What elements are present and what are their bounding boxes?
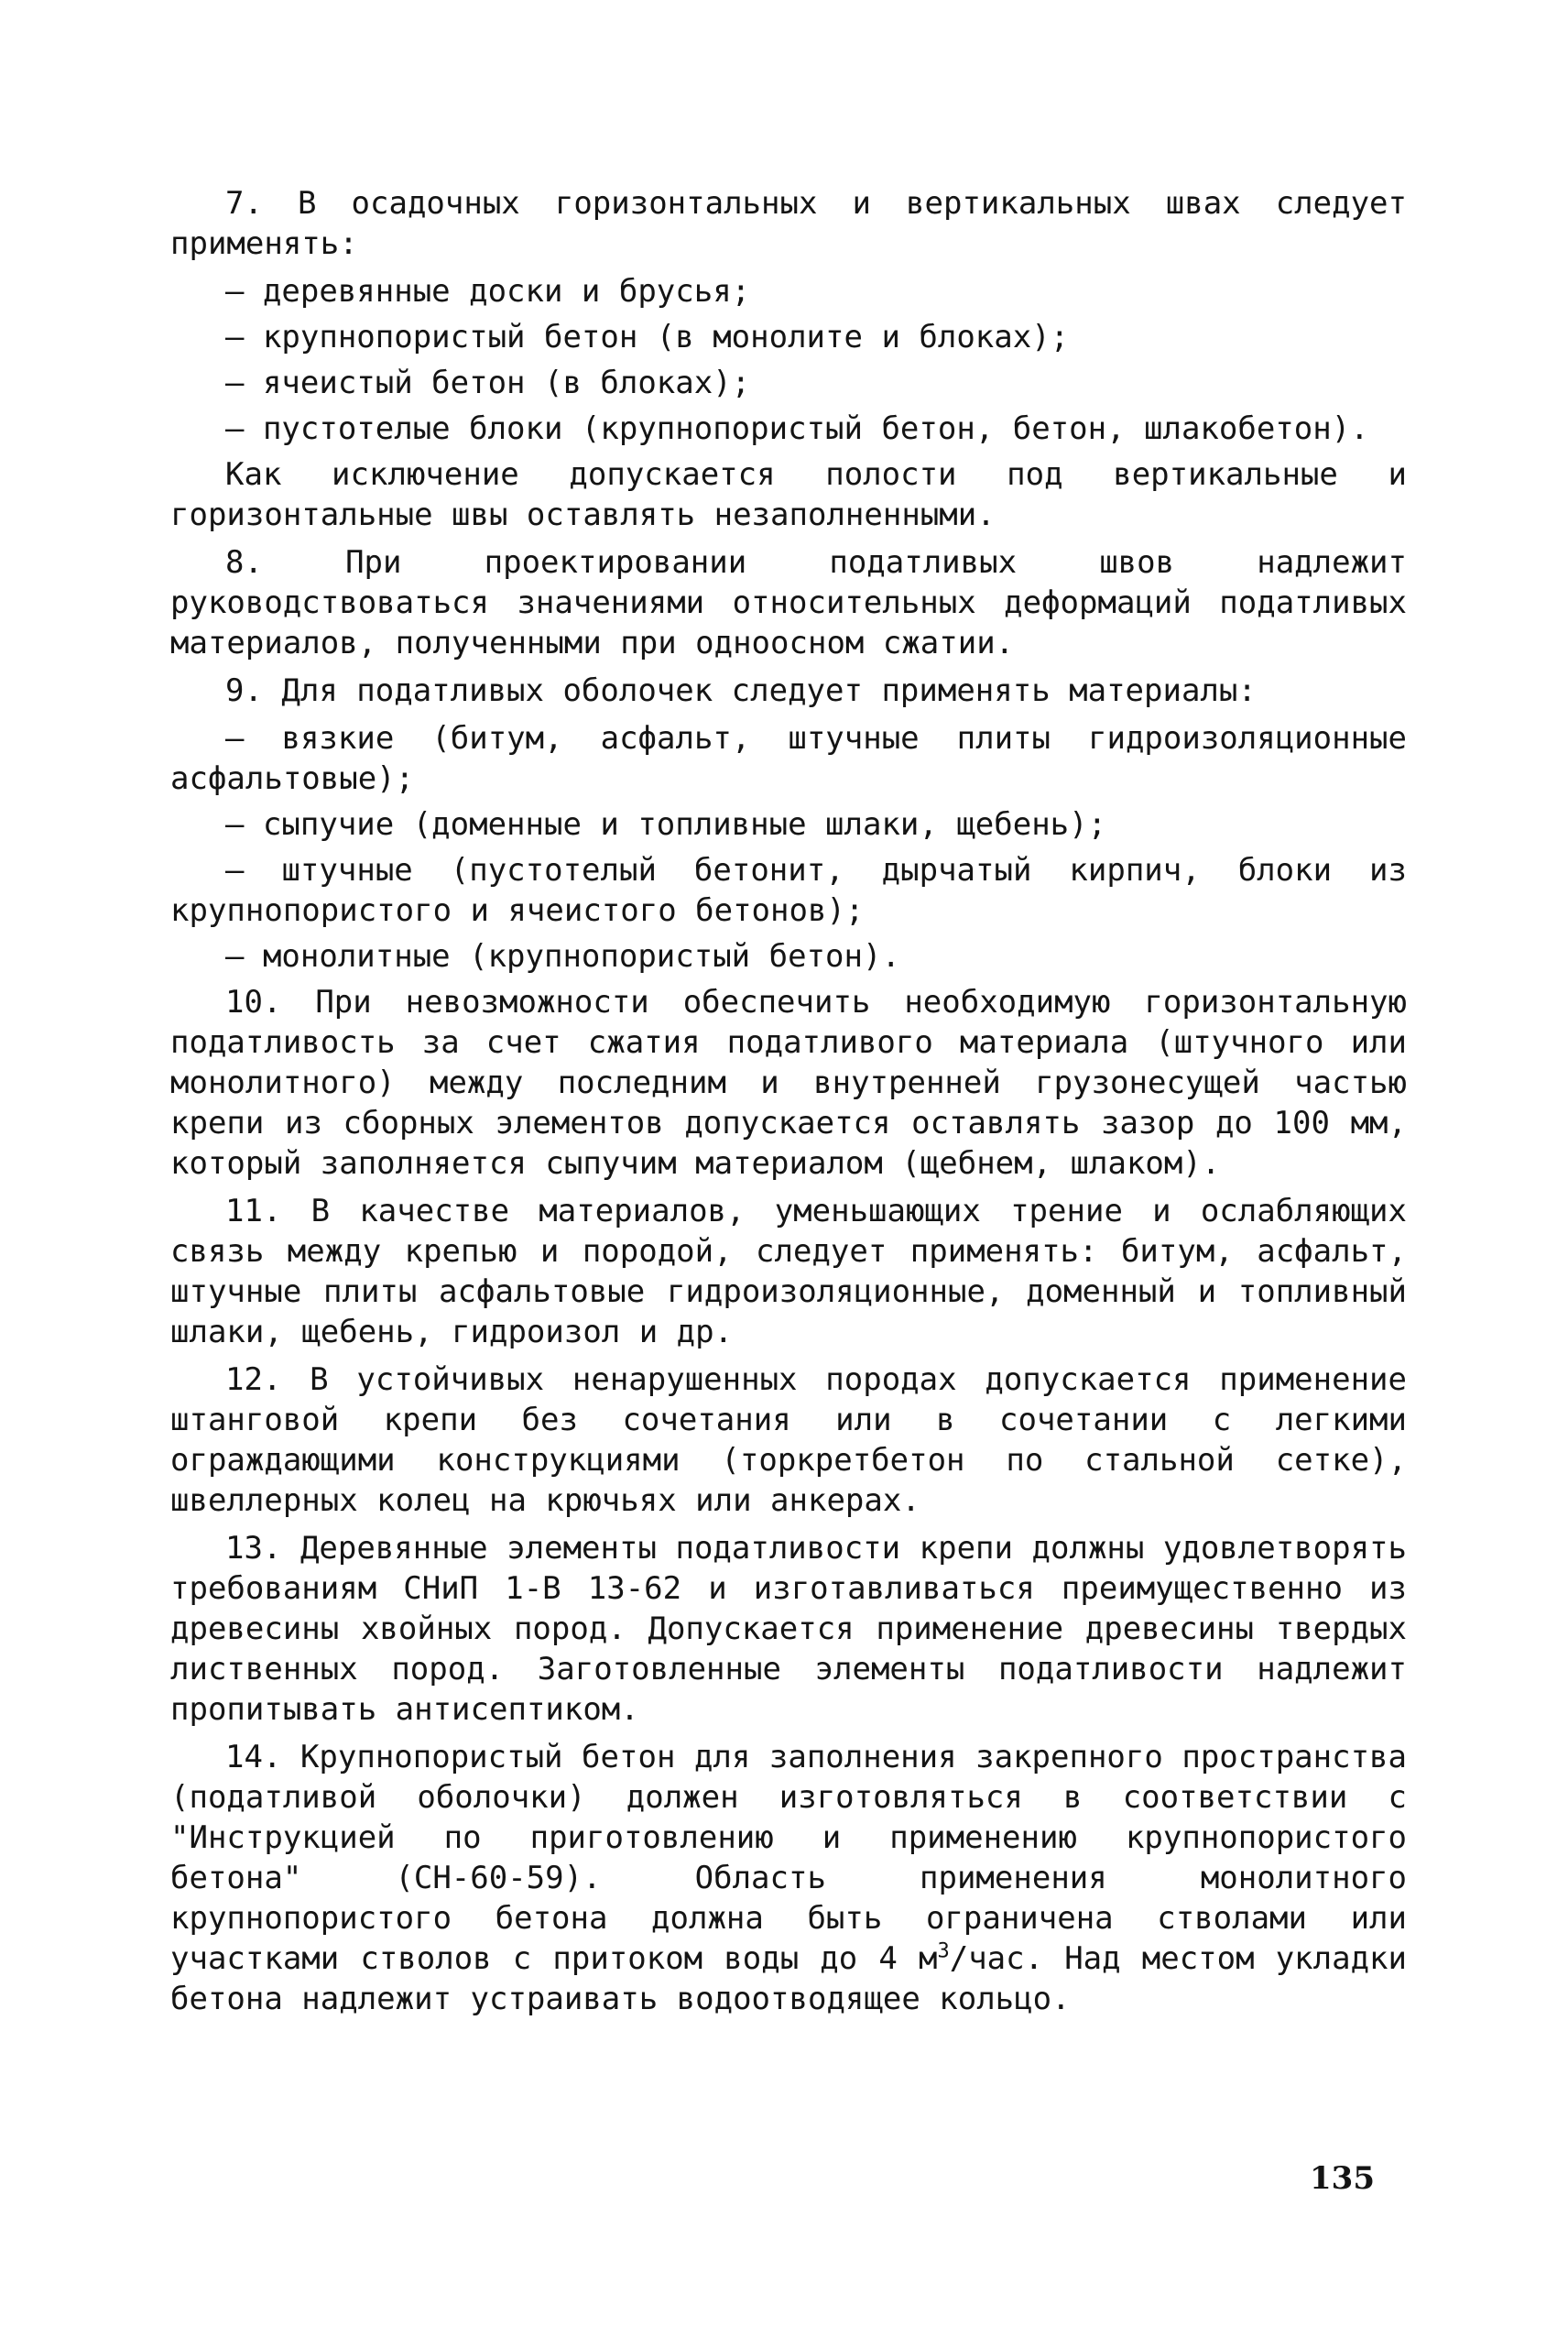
paragraph-7: 7. В осадочных горизонтальных и вертикальных швах следует применять: [170, 185, 1407, 262]
superscript-exponent: 3 [937, 1939, 950, 1963]
list-item: – монолитные (крупнопористый бетон). [225, 938, 900, 975]
paragraph-14 [170, 1737, 1407, 2019]
paragraph-11: 11. В качестве материалов, уменьшающих трение и ослабляющих связь между крепью и породой, следует применять: битум, асфальт, штучные плиты асфальтовые гидроизоляционные, доменный и топливный шлаки, щебень, гидроизол и др. [170, 1193, 1407, 1350]
paragraph-9: 9. Для податливых оболочек следует применять материалы: [225, 672, 1257, 709]
list-item: – пустотелые блоки (крупнопористый бетон, бетон, шлакобетон). [225, 410, 1369, 447]
paragraph-12: 12. В устойчивых ненарушенных породах допускается применение штанговой крепи без сочетания или в сочетании с легкими ограждающими конструкциями (торкретбетон по стальной сетке), швеллерных колец на крючьях или анкерах. [170, 1361, 1407, 1519]
paragraph-13: 13. Деревянные элементы податливости крепи должны удовлетворять требованиям СНиП 1-В 13-62 и изготавливаться преимущественно из древесины хвойных пород. Допускается применение древесины твердых лиственных пород. Заготовленные элементы податливости надлежит пропитывать антисептиком. [170, 1530, 1407, 1728]
page-number: 135 [1310, 2160, 1375, 2197]
list-item: – крупнопористый бетон (в монолите и блоках); [225, 319, 1070, 355]
list-item: – сыпучие (доменные и топливные шлаки, щебень); [225, 806, 1107, 843]
paragraph-8: 8. При проектировании податливых швов надлежит руководствоваться значениями относительных деформаций податливых материалов, полученными при одноосном сжатии. [170, 544, 1407, 661]
paragraph-14-text: 14. Крупнопористый бетон для заполнения закрепного пространства (податливой оболочки) должен изготовляться в соответствии с "Инструкцией по приготовлению и применению крупнопористого бетона" (СН-60-59). Область применения монолитного крупнопористого бетона должна быть ограничена стволами или участками стволов с притоком воды до 4 м [170, 1739, 1407, 1977]
paragraph-10: 10. При невозможности обеспечить необходимую горизонтальную податливость за счет сжатия податливого материала (штучного или монолитного) между последним и внутренней грузонесущей частью крепи из сборных элементов допускается оставлять зазор до 100 мм, который заполняется сыпучим материалом (щебнем, шлаком). [170, 984, 1407, 1182]
text-column [170, 183, 1407, 2026]
list-item: – вязкие (битум, асфальт, штучные плиты гидроизоляционные асфальтовые); [170, 720, 1407, 797]
list-item: – деревянные доски и брусья; [225, 273, 751, 310]
paragraph-14-text-end: /час. Над местом укладки бетона надлежит устраивать водоотводящее кольцо. [170, 1940, 1407, 2017]
list-item: – штучные (пустотелый бетонит, дырчатый кирпич, блоки из крупнопористого и ячеистого бетонов); [170, 852, 1407, 929]
list-item: – ячеистый бетон (в блоках); [225, 365, 751, 401]
paragraph-exception: Как исключение допускается полости под вертикальные и горизонтальные швы оставлять незаполненными. [170, 456, 1407, 533]
